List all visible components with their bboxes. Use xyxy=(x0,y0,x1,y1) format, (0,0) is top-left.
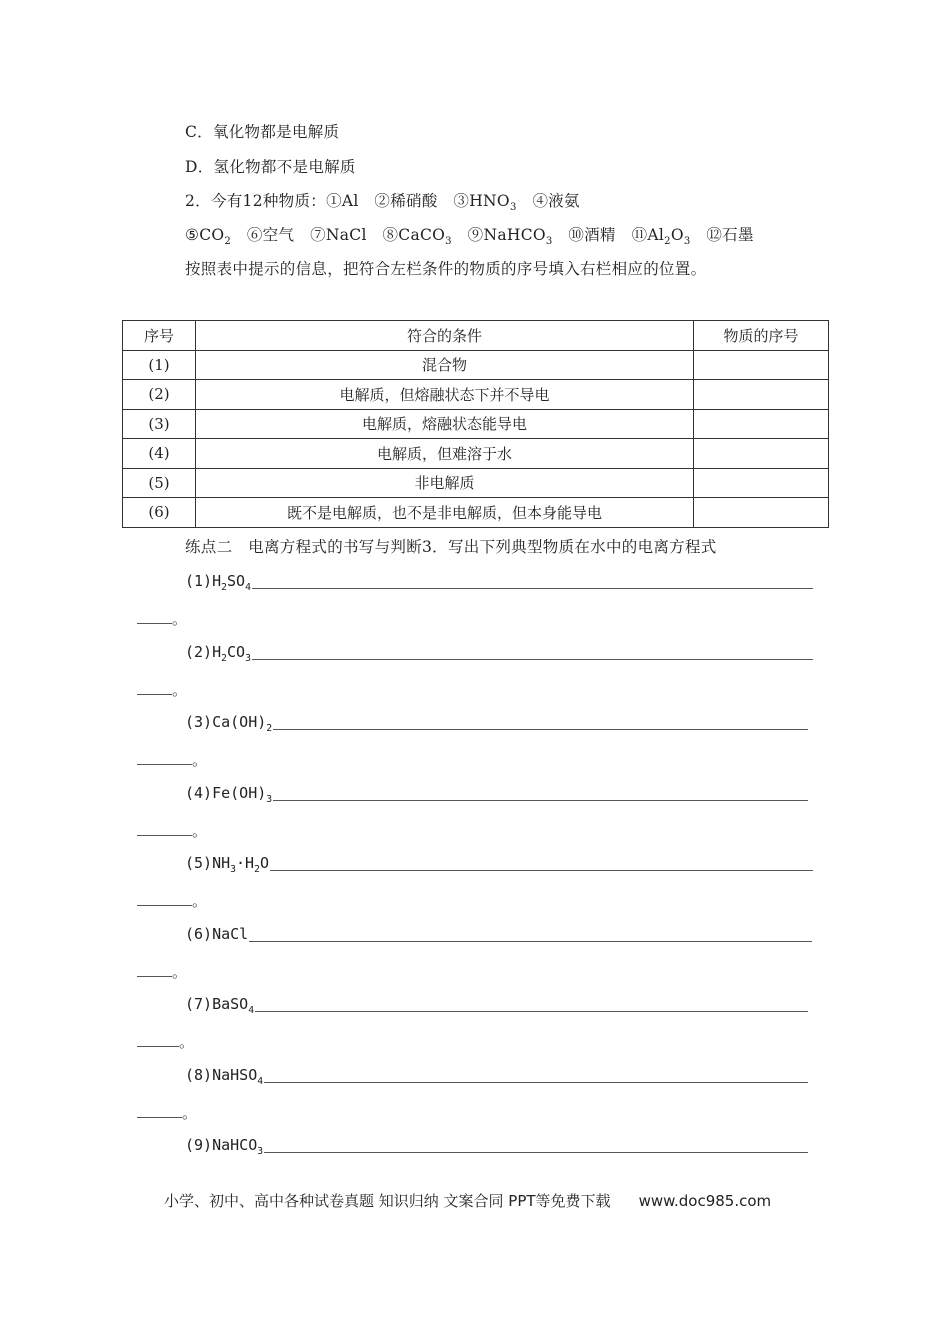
option-d: D．氢化物都不是电解质 xyxy=(185,158,356,176)
equation-label: (6)NaCl xyxy=(185,925,249,943)
table-header-row xyxy=(123,321,829,351)
answer-blank-continuation[interactable]: 。 xyxy=(137,1031,194,1052)
row-condition: 混合物 xyxy=(196,350,694,380)
row-index: (4) xyxy=(123,439,196,469)
row-index: (6) xyxy=(123,498,196,528)
answer-blank-continuation[interactable]: 。 xyxy=(137,608,187,629)
row-answer-cell[interactable] xyxy=(694,439,829,469)
substance-list: $⑤CO_2$ ⑥空气 ⑦NaCl ⑧CaCO$_3$ ⑨NaHCO$_3$ ⑩酒精 $⑪Al_2O_3$ ⑫石墨 xyxy=(185,226,754,248)
header-index: 序号 xyxy=(123,321,196,351)
answer-blank-continuation[interactable]: 。 xyxy=(137,961,187,982)
equation-label: $(1)H_2SO_4$ xyxy=(185,572,251,593)
equation-label: $(5)NH_3\cdot H_2O$ xyxy=(185,854,269,875)
classification-table xyxy=(122,320,829,528)
table-row xyxy=(123,380,829,410)
answer-blank-continuation[interactable]: 。 xyxy=(137,890,207,911)
question-2-instruction: 按照表中提示的信息，把符合左栏条件的物质的序号填入右栏相应的位置。 xyxy=(185,260,707,278)
footer-text: 小学、初中、高中各种试卷真题 知识归纳 文案合同 PPT等免费下载 xyxy=(164,1192,611,1210)
answer-blank[interactable] xyxy=(255,1011,808,1012)
answer-blank-continuation[interactable]: 。 xyxy=(137,820,207,841)
header-condition: 符合的条件 xyxy=(196,321,694,351)
row-index: (3) xyxy=(123,409,196,439)
footer xyxy=(164,1190,771,1211)
answer-blank[interactable] xyxy=(273,800,808,801)
header-substance: 物质的序号 xyxy=(694,321,829,351)
option-c: C．氧化物都是电解质 xyxy=(185,123,340,141)
row-answer-cell[interactable] xyxy=(694,409,829,439)
answer-blank[interactable] xyxy=(249,941,812,942)
row-condition: 电解质，但难溶于水 xyxy=(196,439,694,469)
equation-label: $(2)H_2CO_3$ xyxy=(185,643,251,664)
question-2-intro: 2．今有12种物质：①Al ②稀硝酸 $③HNO_3$ ④液氨 xyxy=(185,192,580,214)
row-condition: 电解质，熔融状态能导电 xyxy=(196,409,694,439)
row-condition: 非电解质 xyxy=(196,468,694,498)
equation-label: (9)NaHCO$_3$ xyxy=(185,1136,264,1157)
equation-label: (8)NaHSO$_4$ xyxy=(185,1066,264,1087)
answer-blank-continuation[interactable]: 。 xyxy=(137,679,187,700)
answer-blank[interactable] xyxy=(264,1082,808,1083)
row-answer-cell[interactable] xyxy=(694,350,829,380)
table-row xyxy=(123,350,829,380)
answer-blank[interactable] xyxy=(270,870,813,871)
table-row xyxy=(123,409,829,439)
row-condition: 电解质，但熔融状态下并不导电 xyxy=(196,380,694,410)
row-index: (2) xyxy=(123,380,196,410)
row-index: (1) xyxy=(123,350,196,380)
answer-blank[interactable] xyxy=(264,1152,808,1153)
answer-blank[interactable] xyxy=(252,588,813,589)
table-row xyxy=(123,498,829,528)
equation-label: (7)BaSO$_4$ xyxy=(185,995,255,1016)
footer-url[interactable]: www.doc985.com xyxy=(638,1192,772,1210)
equation-label: $(3)Ca(OH)_2$ xyxy=(185,713,273,734)
row-answer-cell[interactable] xyxy=(694,468,829,498)
section-heading: 练点二 电离方程式的书写与判断3．写出下列典型物质在水中的电离方程式 xyxy=(185,538,717,556)
equation-label: $(4)Fe(OH)_3$ xyxy=(185,784,273,805)
row-answer-cell[interactable] xyxy=(694,498,829,528)
answer-blank-continuation[interactable]: 。 xyxy=(137,1102,197,1123)
answer-blank[interactable] xyxy=(252,659,813,660)
row-index: (5) xyxy=(123,468,196,498)
table-row xyxy=(123,468,829,498)
row-condition: 既不是电解质，也不是非电解质，但本身能导电 xyxy=(196,498,694,528)
answer-blank-continuation[interactable]: 。 xyxy=(137,749,207,770)
row-answer-cell[interactable] xyxy=(694,380,829,410)
answer-blank[interactable] xyxy=(273,729,808,730)
table-row xyxy=(123,439,829,469)
